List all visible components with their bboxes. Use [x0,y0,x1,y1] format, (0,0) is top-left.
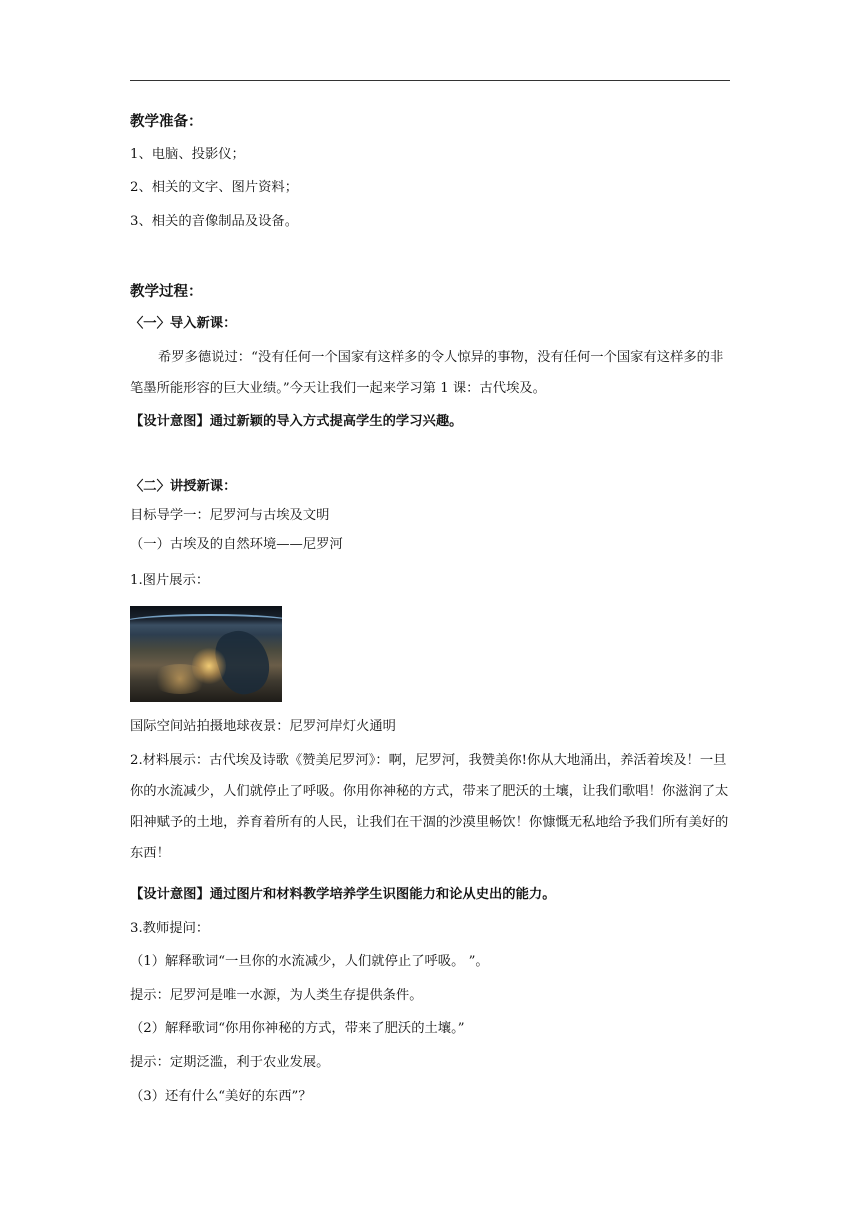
question-3: （3）还有什么“美好的东西”？ [130,1089,312,1104]
hint-1: 提示：尼罗河是唯一水源，为人类生存提供条件。 [130,988,423,1003]
question-1: （1）解释歌词“一旦你的水流减少，人们就停止了呼吸。 ”。 [130,954,489,969]
process-heading: 教学过程： [130,283,203,300]
goal-one: 目标导学一：尼罗河与古埃及文明 [130,508,330,523]
picture-heading: 1.图片展示： [130,573,210,588]
teacher-question-heading: 3.教师提问： [130,921,210,936]
subsection-heading: （一）古埃及的自然环境——尼罗河 [130,537,343,552]
material-paragraph: 2.材料展示：古代埃及诗歌《赞美尼罗河》：啊，尼罗河，我赞美你!你从大地涌出，养活着埃及！一旦你的水流减少，人们就停止了呼吸。你用你神秘的方式，带来了肥沃的土壤，让我们歌唱！你滋润了太阳神赋予的土地，养育着所有的人民，让我们在干涸的沙漠里畅饮！你慷慨无私地给予我们所有美好的东西！ [130,753,729,861]
prep-item-2: 2、相关的文字、图片资料； [130,180,299,195]
prep-item-3: 3、相关的音像制品及设备。 [130,214,299,229]
photo-caption: 国际空间站拍摄地球夜景：尼罗河岸灯火通明 [130,719,396,734]
hint-2: 提示：定期泛滥，利于农业发展。 [130,1055,330,1070]
part2-heading: 〈二〉讲授新课： [130,479,237,494]
part1-heading: 〈一〉导入新课： [130,316,237,331]
question-2: （2）解释歌词“你用你神秘的方式，带来了肥沃的土壤。” [130,1021,465,1036]
prep-item-1: 1、电脑、投影仪； [130,147,245,162]
header-rule [130,80,730,81]
nile-night-photo [130,606,282,702]
prep-heading: 教学准备： [130,113,203,130]
design-intent-1: 【设计意图】通过新颖的导入方式提高学生的学习兴趣。 [130,414,463,429]
intro-paragraph: 希罗多德说过：“没有任何一个国家有这样多的令人惊异的事物，没有任何一个国家有这样多的非笔墨所能形容的巨大业绩。”今天让我们一起来学习第 1 课：古代埃及。 [130,350,724,396]
design-intent-2: 【设计意图】通过图片和材料教学培养学生识图能力和论从史出的能力。 [130,887,556,902]
